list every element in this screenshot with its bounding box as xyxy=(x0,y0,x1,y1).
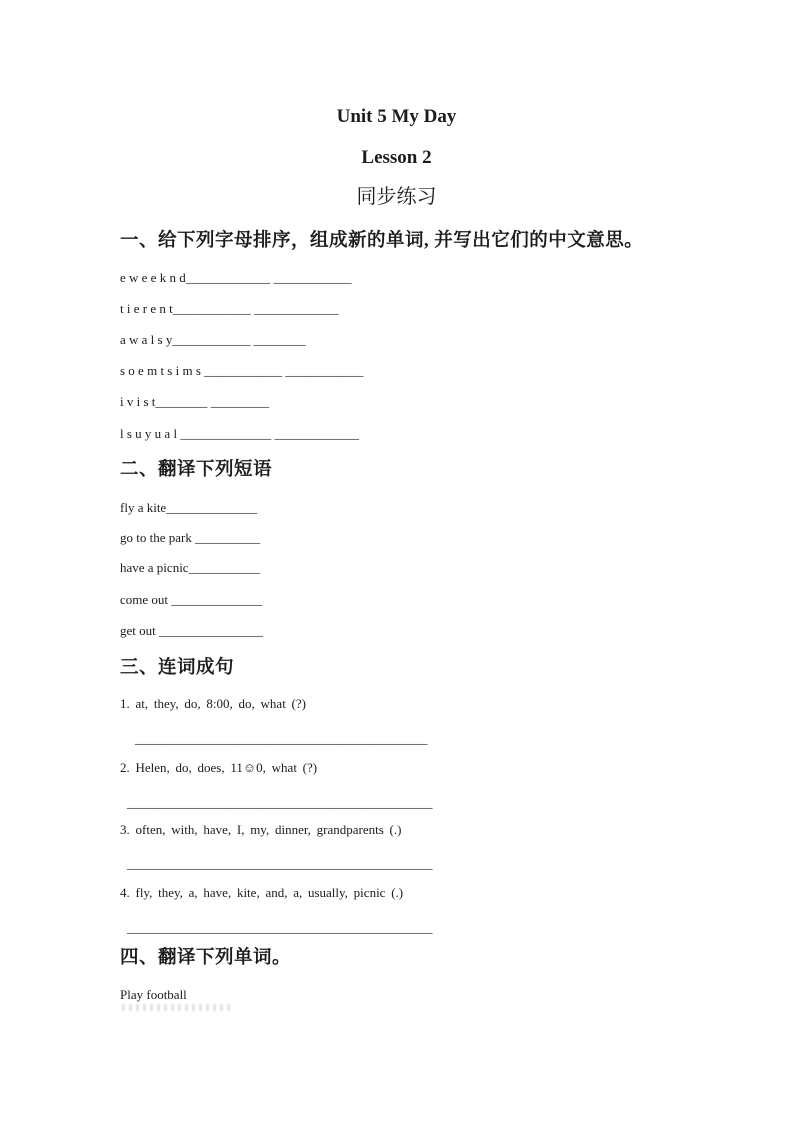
phrase-item-1: fly a kite______________ xyxy=(120,500,258,515)
scan-ghost-artifact xyxy=(122,1004,230,1011)
answer-blank-3: _______________________________________________ xyxy=(127,856,433,871)
phrase-item-5: get out ________________ xyxy=(120,623,263,638)
sentence-question-3: 3. often, with, have, I, my, dinner, grandparents (.) xyxy=(120,822,402,837)
unscramble-item-4: s o e m t s i m s ____________ ____________ xyxy=(120,363,364,378)
sentence-question-4: 4. fly, they, a, have, kite, and, a, usually, picnic (.) xyxy=(120,885,404,900)
unscramble-item-6: l s u y u a l ______________ _____________ xyxy=(120,426,360,441)
phrase-item-2: go to the park __________ xyxy=(120,530,261,545)
answer-blank-4: _______________________________________________ xyxy=(127,920,433,935)
answer-blank-1: _____________________________________________ xyxy=(135,731,428,746)
section-3-heading: 三、连词成句 xyxy=(120,658,235,678)
unscramble-item-1: e w e e k n d_____________ ____________ xyxy=(120,270,352,285)
sentence-question-1: 1. at, they, do, 8:00, do, what (?) xyxy=(120,696,306,711)
answer-blank-2: _______________________________________________ xyxy=(127,795,433,810)
section-4-heading: 四、翻译下列单词。 xyxy=(120,948,292,968)
lesson-title: Lesson 2 xyxy=(361,147,432,168)
unscramble-item-5: i v i s t________ _________ xyxy=(120,394,270,409)
unit-title: Unit 5 My Day xyxy=(336,106,457,127)
phrase-item-3: have a picnic___________ xyxy=(120,560,261,575)
section-1-heading: 一、给下列字母排序，组成新的单词, 并写出它们的中文意思。 xyxy=(120,231,644,251)
sentence-question-2: 2. Helen, do, does, 11☺0, what (?) xyxy=(120,760,318,775)
worksheet-subtitle: 同步练习 xyxy=(356,186,437,208)
unscramble-item-3: a w a l s y____________ ________ xyxy=(120,332,306,347)
section-2-heading: 二、翻译下列短语 xyxy=(120,460,273,480)
unscramble-item-2: t i e r e n t____________ _____________ xyxy=(120,301,339,316)
phrase-item-4: come out ______________ xyxy=(120,592,263,607)
word-item-1: Play football xyxy=(120,987,187,1002)
